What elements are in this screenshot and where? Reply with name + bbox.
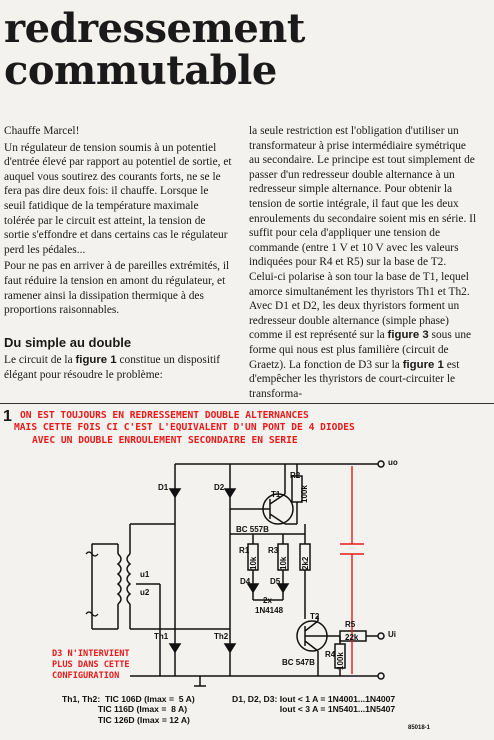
figure-ref: figure 3: [387, 329, 429, 342]
title-line-2: commutable: [4, 47, 277, 94]
label-th1: Th1: [154, 632, 169, 641]
label-bc547b: BC 547B: [282, 658, 315, 667]
label-r2b-value: 2k2: [301, 556, 310, 570]
paragraph: la seule restriction est l'obligation d'utiliser un transformateur à prise intermédiaire symétrique au secondaire. Le principe est tout simplement de passer d'un redresseur double alternance à un redresseur simple alternance. Pour obtenir la tension de sortie intégrale, il faut que les deux enroulements du secondaire soient mis en série. Il suffit pour cela d'appliquer une tension de commande (entre 1 V et 10 V avec les valeurs indiquées pour R4 et R5) sur la base de T2. Celui-ci polarise à son tour la base de T1, lequel amorce simultanément les thyristors Th1 et Th2. Avec D1 et D2, les deux thyristors forment un redresseur double alternance (simple phase) comme il est représenté sur la figure 3 sous une forme qui nous est plus familière (circuit de Graetz). La fonction de D3 sur la figure 1 est d'empêcher les thyristors de court-circuiter le transforma-: [249, 125, 477, 400]
article-title: [4, 5, 490, 94]
label-d4: D4: [240, 577, 251, 586]
diode-spec: D1, D2, D3: Iout < 1 A = 1N4001...1N4007 Iout < 3 A = 1N5401...1N5407: [232, 694, 396, 715]
label-uo: uo: [388, 458, 398, 467]
label-r4: R4: [325, 650, 336, 659]
label-d5: D5: [270, 577, 281, 586]
label-t2: T2: [310, 612, 320, 621]
paragraph: Un régulateur de tension soumis à un potentiel d'entrée élevé par rapport au potentiel de sortie, et auquel vous soutirez des courants forts, ne se le fera pas dire deux fois: il chauffe. Lorsque le seuil fatidique de la température maximale tolérée par le circuit est atteint, la tension de sortie s'effondre et dans certains cas le régulateur perd les pédales...: [4, 141, 232, 256]
label-r5: R5: [345, 620, 356, 629]
subheading: Du simple au double: [4, 334, 132, 350]
label-u2: u2: [140, 588, 150, 597]
label-d1: D1: [158, 483, 169, 492]
d3-note: D3 N'INTERVIENT PLUS DANS CETTE CONFIGURATION: [52, 649, 130, 681]
figure-code: 85018-1: [408, 725, 431, 731]
label-r4-value: 100k: [336, 652, 345, 670]
label-r2: R2: [290, 471, 301, 480]
label-t1: T1: [271, 490, 281, 499]
figure-number: 1: [3, 408, 12, 425]
thyristor-spec: Th1, Th2: TIC 106D (Imax = 5 A) TIC 116D (Imax = 8 A) TIC 126D (Imax = 12 A): [62, 694, 195, 725]
label-bc557b: BC 557B: [236, 525, 269, 534]
label-r3-value: 10k: [279, 556, 288, 570]
label-1n4148: 1N4148: [255, 606, 284, 615]
figure-annotation: ON EST TOUJOURS EN REDRESSEMENT DOUBLE ALTERNANCES MAIS CETTE FOIS CI C'EST L'EQUIVALENT D'UN PONT DE 4 DIODES AVEC UN DOUBLE ENROULEMENT SECONDAIRE EN SERIE: [14, 410, 355, 446]
label-r1: R1: [239, 546, 250, 555]
label-r5-value: 22k: [345, 633, 359, 642]
figure-ref: figure 1: [402, 358, 444, 371]
title-line-1: redressement: [4, 5, 305, 52]
paragraph: Pour ne pas en arriver à de pareilles extrémités, il faut réduire la tension en amont du régulateur, et ramener ainsi la dissipation thermique à des proportions raisonnables.: [4, 260, 230, 317]
label-ui: Ui: [388, 630, 396, 639]
label-u1: u1: [140, 570, 150, 579]
label-d2: D2: [214, 483, 225, 492]
label-r2-value: 100k: [300, 485, 309, 503]
right-column: [249, 124, 477, 401]
figure-ref: figure 1: [75, 354, 117, 367]
label-th2: Th2: [214, 632, 229, 641]
label-r3: R3: [268, 546, 279, 555]
paragraph: Le circuit de la figure 1 constitue un dispositif élégant pour résoudre le problème:: [4, 354, 221, 381]
circuit-schematic: [0, 404, 494, 740]
label-diode-count: 2x: [263, 596, 272, 605]
left-column: [4, 124, 232, 383]
paragraph: Chauffe Marcel!: [4, 125, 80, 137]
label-r1-value: 10k: [249, 556, 258, 570]
